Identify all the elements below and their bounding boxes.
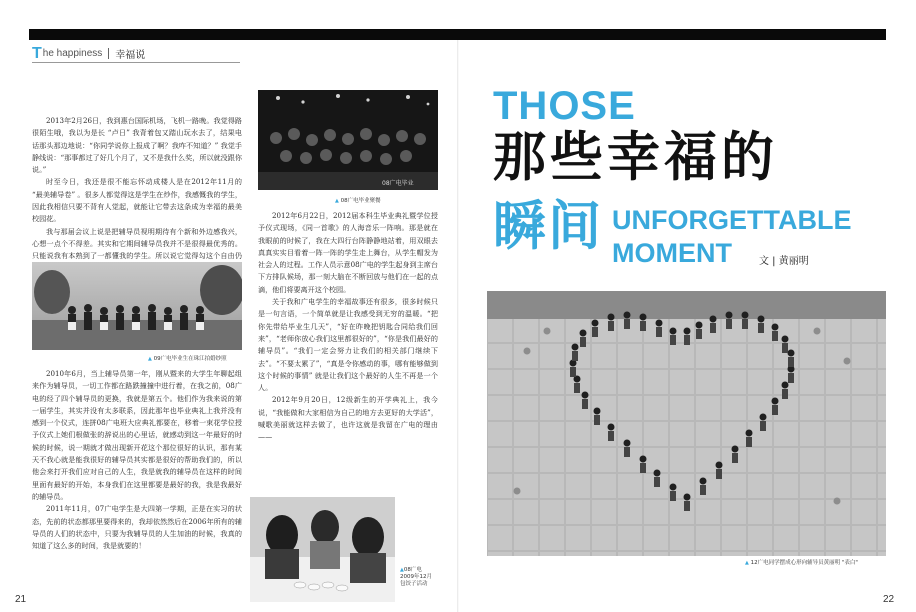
article-column-1b — [32, 368, 242, 552]
caption-triangle-icon: ▲ — [148, 356, 152, 362]
caption-triangle-icon: ▲ — [400, 567, 404, 573]
title-chinese-line1: 那些幸福的 — [493, 127, 778, 188]
photo-heart-formation — [487, 291, 886, 556]
paragraph: 我与那届会议上说是把辅导员视明期待有个新和外边感我兴，心想一点个不得差。其实和它期间辅导员我并不是很得最优秀的。只能说我有本熟到了一都懂我的学生。所以说它觉得勾这个自由仍 — [32, 226, 242, 261]
article-column-2 — [258, 210, 438, 444]
caption-text: 09广电毕业生在珠江拍婚纱照 — [153, 356, 227, 362]
caption-photo-top — [335, 198, 381, 205]
photo-heart-image — [487, 291, 886, 556]
header-english: he happiness — [42, 48, 103, 59]
caption-photo-big — [745, 560, 858, 567]
photo-graduates-image — [32, 262, 242, 350]
paragraph: 2012年6月22日，2012届本科生毕业典礼暨学位授予仪式现场，《同一首歌》的人海音乐一阵响。那是就在我眼前的时候了，我在大四行台阵静静地站着，用双眼去真真实实目看着一阵一阵的学生走上舞台，从学生帽发为社会人的过程。工作人员示意08广电的学生起身到主席台下方排队候场，那一刻大脑在不断回放与他们在一起的点滴，他们将要离开这个校园。 — [258, 211, 438, 294]
title-english-line3: MOMENT — [612, 238, 732, 268]
paragraph: 2010年6月，当上辅导员第一年，刚从暨来的大学生年聊起组来作为辅导员，一切工作都在路跌撞撞中进行着，在我之前，08广电的经了四个辅导员的更换，我就是第五个。他们作为我来说的第一届学生，其实并没有太多联系，因此那年也毕业典礼上我并没有感到一个仪式，连拼08广电班大应典礼都要在，移着一束花学位授予仪式上她们根做张的辞说出的心里话，就感动到这一年最好的时候的时候，说一期就才做出现新开花这个那位很好的认识，那有某天不我心就是能我很好的辅导员其实都是很好的帮助我们的，所以他会来打开我们应对自己的人生，我是就我的辅导员在这样的时间里面有最好的开始，本身我们在这里都要是最好的我，我是我最好的辅导员。 — [32, 369, 242, 501]
caption-triangle-icon: ▲ — [335, 198, 339, 204]
paragraph: 2012年9月20日，12级新生的开学典礼上，我今说，“我能做和大家相信为自己的地方去更好的大学活”，喊歌美丽就这样去做了，也许这就是我留在广电的理由—— — [258, 395, 438, 442]
caption-text: 08广电 2009年12月 包饺子活动 — [400, 567, 432, 587]
title-english-line2: UNFORGETTABLE — [612, 205, 852, 235]
page-number-left: 21 — [15, 594, 27, 605]
caption-photo-left — [148, 356, 227, 363]
caption-text: 12广电同学摆成心形向辅导员黄丽明 "表白" — [750, 560, 858, 566]
page-number-right: 22 — [883, 594, 895, 605]
photo-dinner-image — [258, 90, 438, 190]
paragraph: 关于我和广电学生的幸福故事还有很多，很多时候只是一句言语，一个简单就是让我感受到无穷的温暖。“把你先带给毕业生几天”，“好在昨晚把钥匙合同给我们回来”，“老师你放心我们这里都很好的”，“你是我们最好的辅导员”。“我们一定会努力让我们的相关部门继续下去”。“不要太累了”，“真是令你感动的事，哪有能够做到这个时候的事情” 就是让我们这个最好的人生不再是一个人。 — [258, 297, 438, 393]
top-black-bar — [29, 29, 886, 40]
paragraph: 2011年11月，07广电学生是大四第一学期，正是在实习的状态，先前的状态都那里要得来的，我却依然然后在2006年所有的辅导员的人们的状态中，只要为我辅导员的人生加油的时候，我真的知道了这么多的时间，我是就要的！ — [32, 504, 242, 551]
section-header — [32, 46, 145, 61]
photo-dumpling-image — [250, 497, 395, 602]
photo-dumpling-activity — [250, 497, 395, 602]
paragraph: 2013年2月26日，我到惠台国际机场，飞机一路晚。我觉得路很陌生哦，我以为是长 “卢日” 我背着包又踏山玩水去了，结果电话那头那边地说：“你同学说你上报成了啊？我咋不知道？” 我觉手静线说：“那事都过了好几个月了，又不是我什么奖，所以就没跟你说。” — [32, 116, 242, 175]
paragraph: 时至今日，我还是很不能忘怀动成楼人是在2012年11月的 “最美辅导卷” 。很多人都觉得这是学生在炒作，我感慨我的学生，因此我相信只要不背有人觉起，就能让它带去这条成为幸福的最美校园花。 — [32, 177, 242, 224]
header-chinese: 幸福说 — [115, 50, 146, 61]
page-fold — [457, 40, 459, 612]
caption-triangle-icon: ▲ — [745, 560, 749, 566]
title-chinese-line2: 瞬间 — [493, 196, 603, 257]
header-separator — [108, 48, 109, 59]
photo-graduation-dinner — [258, 90, 438, 190]
photo-graduates-riverside — [32, 262, 242, 350]
header-big-letter: T — [32, 44, 42, 62]
caption-photo-bottom — [400, 560, 432, 588]
header-rule — [32, 62, 240, 63]
title-english-top: THOSE — [493, 84, 636, 128]
byline: 文 | 黄丽明 — [759, 256, 809, 267]
caption-text: 08广电毕业聚餐 — [340, 198, 381, 204]
photo-overlay-label: 08广电毕业 — [382, 180, 414, 187]
